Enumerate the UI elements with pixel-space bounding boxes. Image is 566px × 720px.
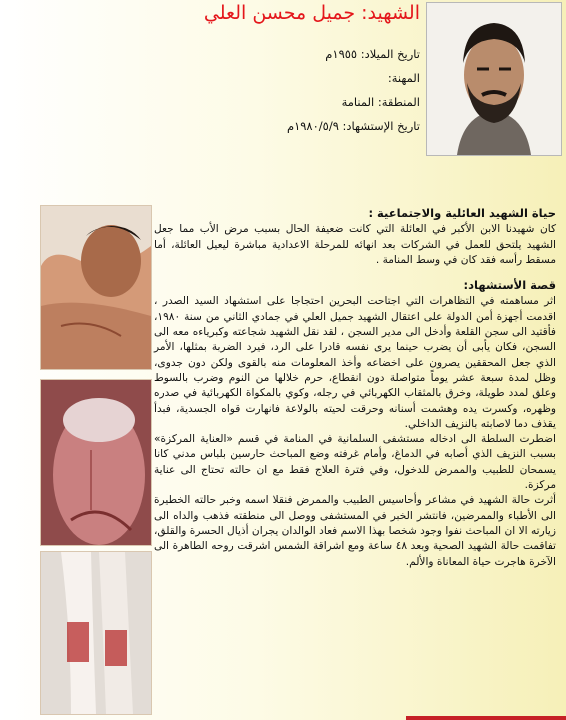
story-paragraph-2: اضطرت السلطة الى ادخاله مستشفى السلمانية في المنامة في قسم «العناية المركزة» بسبب النزيف الذي أصابه في الدماغ، وأمام غرفته وضع المباحث حارسين بلباس مدني كانا يسمحان للطبيب والممرض للدخول، وفي فترة العلاج فقط مع ان حالته تحتاج الى عناية مركزة. [154,433,556,492]
article-body [154,206,556,570]
story-paragraph-3: أثرت حالة الشهيد في مشاعر وأحاسيس الطبيب والممرض فنقلا اسمه وخبر حالته الخطيرة الى الأطباء والممرضين، فانتشر الخبر في المستشفى ووصل الى منطقته فذهب والداه الى زيارته الا ان المباحث نفوا وجود شخصا بهذا الاسم فعاد الوالدان يجران أذيال الحسرة والقلق، تفاقمت حالة الشهيد الصحية وبعد ٤٨ ساعة ومع اشراقة الشمس اشرقت روحه الطاهرة الى الآخرة هاجرت حياة المعاناة والألم. [154,494,557,568]
profession: المهنة: [387,71,420,85]
story-paragraph-1: اثر مساهمته في التظاهرات التي اجتاحت البحرين احتجاجا على استشهاد السيد الصدر ، اقدمت أجهزة أمن الدولة على اعتقال الشهيد جميل العلي في جمادي الثاني من سنة ١٩٨٠، فأقتيد الى سجن القلعة وأدخل الى مدير السجن ، لقد نقل الشهيد شجاعته وكبرياءه معه الى السجن، فكان يأبى أن يضرب حينما يرى نفسه قادرا على الرد، فيرد الضربة بمثلها، الأمر الذي جعل المحققين يصرون على اخضاعه وأخذ المعلومات منه بالقوى ولكن دون جدوى، وظل لمدة سبعة عشر يوماً متواصلة دون انقطاع، حرم خلالها من النوم وضرب بالسوط وعلق لمدد طويلة، وخرق بالمثقاب الكهربائي في رجله، وكوي بالمكواة الكهربائية في صدره وظهره، وكسرت يده وهشمت أسنانه وحرقت لحيته بالولاعة فانهارت قواه الجسدية، فبدأ يقذف دما لاصابته بالنزيف الداخلي. [154,295,556,430]
family-life-heading: حياة الشهيد العائلية والاجتماعية : [368,206,556,220]
portrait-illustration [427,3,561,155]
page-title: الشهيد: جميل محسن العلي [203,2,420,24]
story-heading: قصة الأستشهاد: [463,278,556,293]
injury-photo-legs [40,551,152,715]
biographical-info [160,42,420,138]
injury-photo-face [40,205,152,370]
injury-photo-back [40,379,152,546]
decorative-bottom-bar [406,716,566,720]
region: المنطقة: المنامة [341,95,420,109]
martyr-portrait-photo [426,2,562,156]
birth-date: تاريخ الميلاد: ١٩٥٥م [325,47,420,61]
family-life-text: كان شهيدنا الابن الأكبر في العائلة التي كانت ضعيفة الحال بسبب مرض الأب مما جعل الشهيد يلتحق للعمل في الشركات بعد انهائه للمرحلة الاعدادية مباشرة ليعيل العائلة، أما مسقط رأسه فقد كان في وسط المنامة . [154,223,556,266]
martyrdom-date: تاريخ الإستشهاد: ١٩٨٠/٥/٩م [286,119,420,133]
